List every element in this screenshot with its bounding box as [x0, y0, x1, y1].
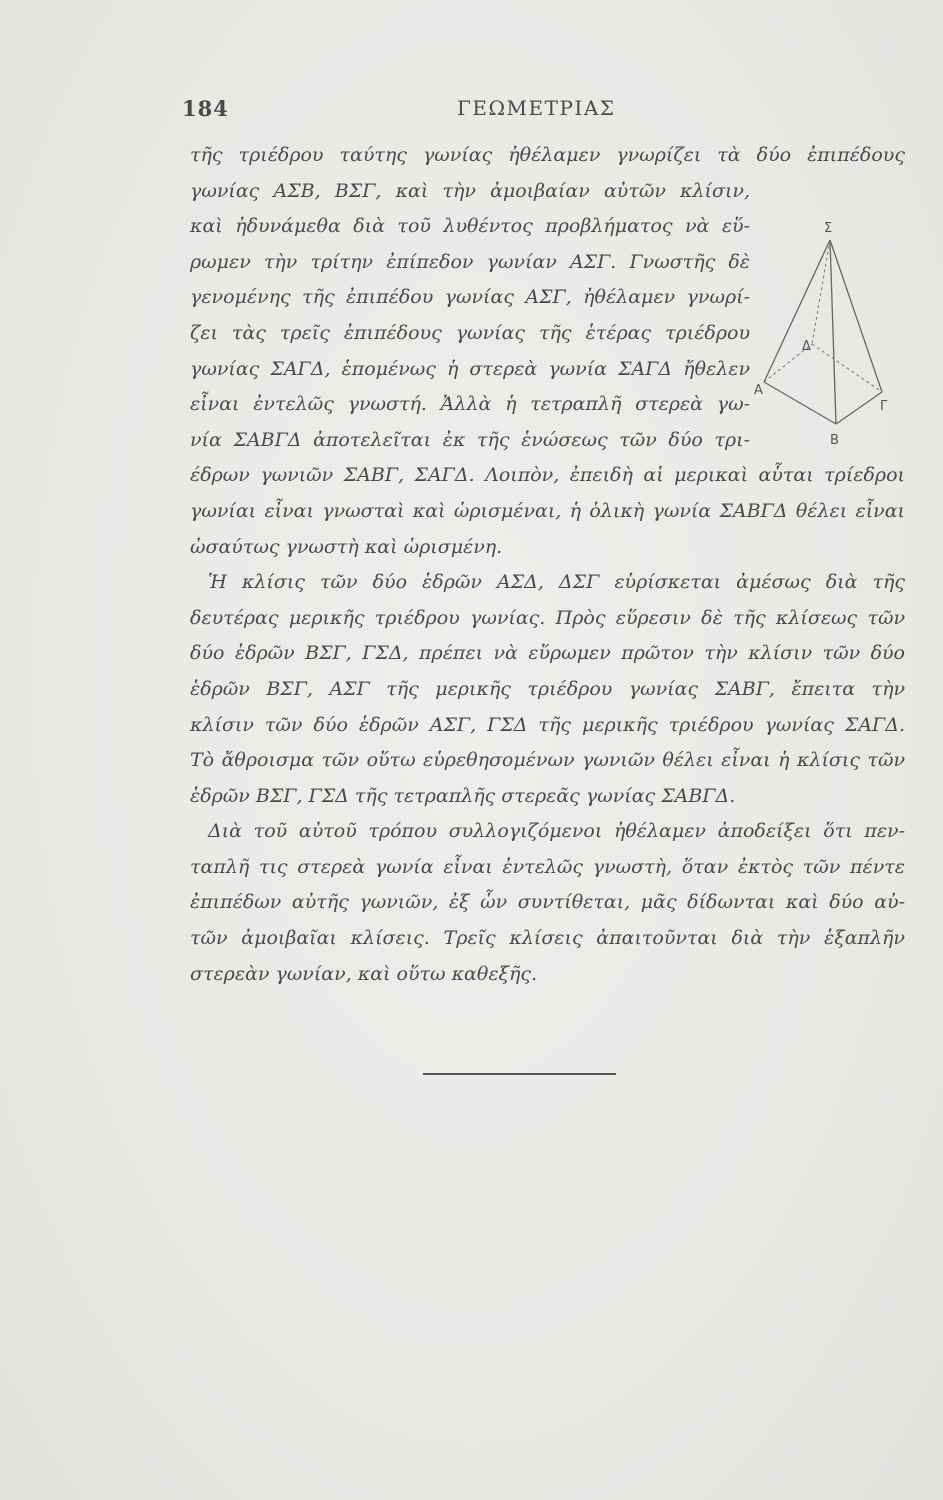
text-line: ἐπιπέδων αὐτῆς γωνιῶν, ἐξ ὧν συντίθεται, μᾶς δίδωνται καὶ δύο αὐ- [190, 891, 905, 914]
text-line: γωνίας ΑΣΒ, ΒΣΓ, καὶ τὴν ἀμοιβαίαν αὐτῶν κλίσιν, [190, 179, 750, 202]
body-text [190, 138, 905, 992]
text-line: Ἡ κλίσις τῶν δύο ἑδρῶν ΑΣΔ, ΔΣΓ εὑρίσκεται ἀμέσως διὰ τῆς [208, 571, 905, 594]
text-line: ζει τὰς τρεῖς ἐπιπέδους γωνίας τῆς ἑτέρας τριέδρου [190, 321, 750, 344]
text-line: τῶν ἀμοιβαῖαι κλίσεις. Τρεῖς κλίσεις ἀπαιτοῦνται διὰ τὴν ἑξαπλῆν [190, 927, 905, 950]
page-header [182, 96, 902, 126]
text-line: Διὰ τοῦ αὐτοῦ τρόπου συλλογιζόμενοι ἠθέλαμεν ἀποδείξει ὅτι πεν- [208, 820, 905, 843]
text-line: δευτέρας μερικῆς τριέδρου γωνίας. Πρὸς εὕρεσιν δὲ τῆς κλίσεως τῶν [190, 606, 905, 629]
running-title: ΓΕΩΜΕΤΡΙΑΣ [457, 96, 616, 120]
text-line: γωνίαι εἶναι γνωσταὶ καὶ ὡρισμέναι, ἡ ὁλικὴ γωνία ΣΑΒΓΔ θέλει εἶναι [190, 499, 905, 522]
text-line: νία ΣΑΒΓΔ ἀποτελεῖται ἐκ τῆς ἑνώσεως τῶν δύο τρι- [190, 428, 750, 451]
text-line: εἶναι ἐντελῶς γνωστή. Ἀλλὰ ἡ τετραπλῆ στερεὰ γω- [190, 393, 750, 416]
text-line: ἑδρῶν ΒΣΓ, ΑΣΓ τῆς μερικῆς τριέδρου γωνίας ΣΑΒΓ, ἔπειτα τὴν [190, 677, 905, 700]
text-line: γενομένης τῆς ἐπιπέδου γωνίας ΑΣΓ, ἠθέλαμεν γνωρί- [190, 286, 750, 309]
text-line: ἑδρῶν ΒΣΓ, ΓΣΔ τῆς τετραπλῆς στερεᾶς γωνίας ΣΑΒΓΔ. [190, 784, 736, 807]
text-line: κλίσιν τῶν δύο ἑδρῶν ΑΣΓ, ΓΣΔ τῆς μερικῆς τριέδρου γωνίας ΣΑΓΔ. [190, 713, 905, 736]
text-line: ταπλῆ τις στερεὰ γωνία εἶναι ἐντελῶς γνωστὴ, ὅταν ἐκτὸς τῶν πέντε [190, 855, 905, 878]
text-line: γωνίας ΣΑΓΔ, ἑπομένως ἡ στερεὰ γωνία ΣΑΓΔ ἤθελεν [190, 357, 750, 380]
text-line: Τὸ ἄθροισμα τῶν οὕτω εὑρεθησομένων γωνιῶν θέλει εἶναι ἡ κλίσις τῶν [190, 749, 905, 772]
text-line: έδρων γωνιῶν ΣΑΒΓ, ΣΑΓΔ. Λοιπὸν, ἐπειδὴ αἱ μερικαὶ αὗται τρίεδροι [190, 464, 905, 487]
section-divider [423, 1073, 616, 1075]
text-line: τῆς τριέδρου ταύτης γωνίας ἠθέλαμεν γνωρίζει τὰ δύο ἐπιπέδους [190, 144, 905, 166]
text-line: ὡσαύτως γνωστὴ καὶ ὡρισμένη. [190, 535, 503, 558]
text-line: δύο ἑδρῶν ΒΣΓ, ΓΣΔ, πρέπει νὰ εὕρωμεν πρῶτον τὴν κλίσιν τῶν δύο [190, 642, 905, 665]
page-number: 184 [182, 96, 229, 121]
label-a: Α [754, 383, 763, 398]
label-b: Β [830, 433, 839, 448]
label-d: Δ [802, 339, 811, 354]
label-apex: Σ [824, 221, 833, 236]
text-line: ρωμεν τὴν τρίτην ἐπίπεδον γωνίαν ΑΣΓ. Γνωστῆς δὲ [190, 250, 750, 273]
text-line: καὶ ἠδυνάμεθα διὰ τοῦ λυθέντος προβλήματος νὰ εὕ- [190, 215, 750, 238]
text-line: στερεὰν γωνίαν, καὶ οὕτω καθεξῆς. [190, 962, 538, 985]
label-g: Γ [880, 399, 888, 414]
